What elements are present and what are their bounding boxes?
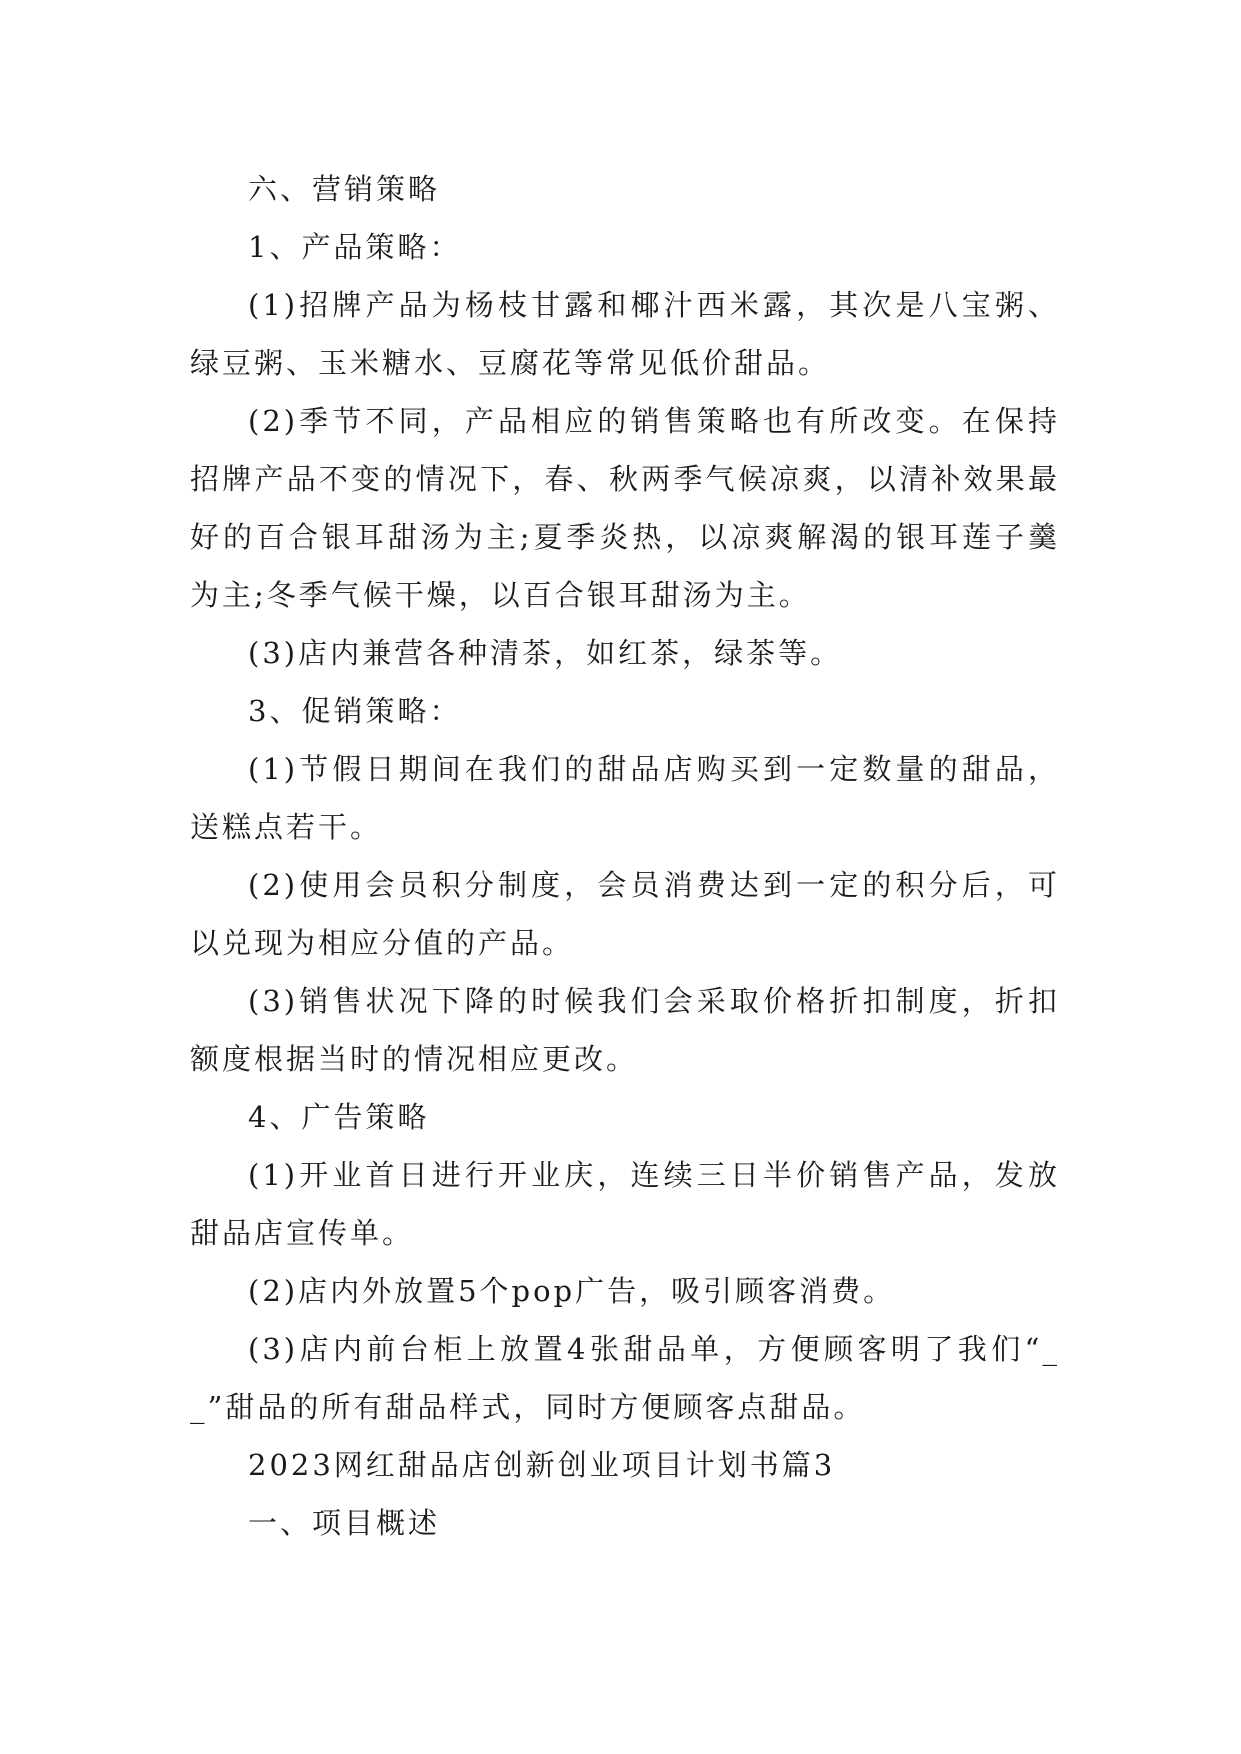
paragraph-advertising-1: (1)开业首日进行开业庆，连续三日半价销售产品，发放甜品店宣传单。 bbox=[190, 1158, 1060, 1250]
paragraph-promotion-2: (2)使用会员积分制度，会员消费达到一定的积分后，可以兑现为相应分值的产品。 bbox=[190, 868, 1060, 960]
paragraph-promotion-1: (1)节假日期间在我们的甜品店购买到一定数量的甜品，送糕点若干。 bbox=[190, 752, 1060, 844]
paragraph-advertising-3: (3)店内前台柜上放置4张甜品单，方便顾客明了我们“__”甜品的所有甜品样式，同时方便顾客点甜品。 bbox=[190, 1332, 1060, 1424]
chapter-title-part-3: 2023网红甜品店创新创业项目计划书篇3 bbox=[248, 1448, 836, 1482]
document-body bbox=[190, 160, 1060, 1552]
subheading-promotion-strategy: 3、促销策略： bbox=[248, 694, 462, 728]
subheading-advertising-strategy: 4、广告策略 bbox=[248, 1100, 430, 1134]
paragraph-product-2: (2)季节不同，产品相应的销售策略也有所改变。在保持招牌产品不变的情况下，春、秋两季气候凉爽，以清补效果最好的百合银耳甜汤为主;夏季炎热，以凉爽解渴的银耳莲子羹为主;冬季气候干燥，以百合银耳甜汤为主。 bbox=[190, 404, 1060, 612]
paragraph-product-3: (3)店内兼营各种清茶，如红茶，绿茶等。 bbox=[248, 636, 843, 670]
paragraph-promotion-3: (3)销售状况下降的时候我们会采取价格折扣制度，折扣额度根据当时的情况相应更改。 bbox=[190, 984, 1060, 1076]
paragraph-product-1: (1)招牌产品为杨枝甘露和椰汁西米露，其次是八宝粥、绿豆粥、玉米糖水、豆腐花等常见低价甜品。 bbox=[190, 288, 1060, 380]
paragraph-advertising-2: (2)店内外放置5个pop广告，吸引顾客消费。 bbox=[248, 1274, 896, 1308]
section-heading-project-overview: 一、项目概述 bbox=[248, 1506, 441, 1540]
section-heading-marketing-strategy: 六、营销策略 bbox=[248, 172, 441, 206]
subheading-product-strategy: 1、产品策略： bbox=[248, 230, 462, 264]
